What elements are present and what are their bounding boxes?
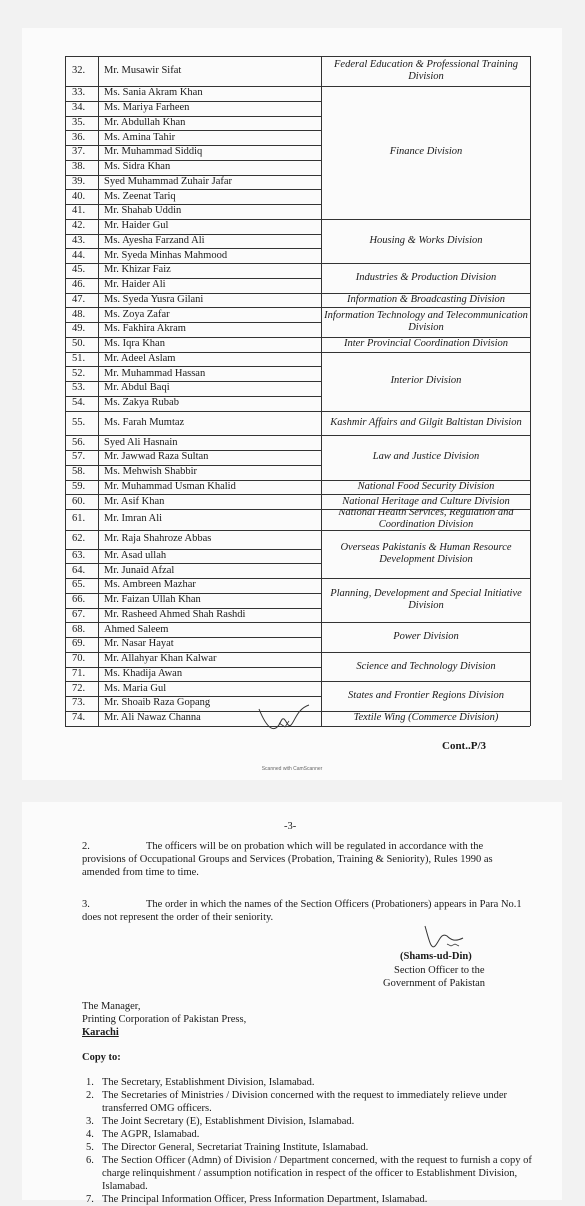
division-name: Federal Education & Professional Training Division [334, 59, 518, 82]
row-number: 72. [72, 682, 86, 694]
copy-to-item-text: The Secretary, Establishment Division, Islamabad. [102, 1077, 315, 1088]
division-name: States and Frontier Regions Division [348, 690, 504, 701]
copy-to-item [82, 1154, 532, 1193]
officer-name: Mr. Musawir Sifat [104, 65, 182, 76]
row-number: 54. [72, 397, 86, 409]
division-name: Information Technology and Telecommunication Division [324, 310, 528, 333]
officer-name: Mr. Faizan Ullah Khan [104, 594, 201, 606]
table-row-border [65, 530, 321, 531]
copy-to-heading: Copy to: [82, 1052, 121, 1063]
addressee-line-3: Karachi [82, 1027, 119, 1038]
officer-name: Ms. Mehwish Shabbir [104, 466, 198, 478]
row-number: 57. [72, 451, 86, 463]
row-number: 40. [72, 190, 86, 202]
officer-name: Ms. Ambreen Mazhar [104, 579, 196, 591]
officer-name: Mr. Haider Ali [104, 279, 166, 291]
officer-name: Ms. Amina Tahir [104, 131, 176, 143]
table-column-border [65, 56, 66, 726]
row-number: 48. [72, 308, 86, 320]
officer-name: Ms. Zakya Rubab [104, 397, 179, 409]
copy-to-item-number: 4. [86, 1129, 94, 1140]
copy-to-item-number: 5. [86, 1142, 94, 1153]
officer-name: Ms. Farah Mumtaz [104, 416, 185, 428]
division-name: Industries & Production Division [355, 271, 497, 283]
row-number: 68. [72, 623, 86, 635]
row-number: 43. [72, 234, 86, 246]
officer-name: Syed Muhammad Zuhair Jafar [104, 175, 233, 187]
officer-name: Mr. Muhammad Siddiq [104, 146, 203, 158]
copy-to-item-text: The Section Officer (Admn) of Division / Department concerned, with the request to furnish a copy of charge relinquishment / assumption notification in respect of the officer to Establishment Division, Islamabad. [102, 1155, 532, 1192]
row-number: 59. [72, 480, 86, 492]
officer-name: Mr. Asad ullah [104, 549, 167, 561]
row-number: 74. [72, 712, 86, 724]
row-number: 50. [72, 338, 86, 350]
officer-name: Mr. Khizar Faiz [104, 264, 171, 276]
officer-name: Mr. Nasar Hayat [104, 638, 174, 650]
paragraph-2-text: The officers will be on probation which will be regulated in accordance with the provisions of Occupational Groups and Services (Probation, Training & Seniority), Rules 1990 as amended from time to time. [82, 841, 493, 878]
copy-to-item-text: The Joint Secretary (E), Establishment Division, Islamabad. [102, 1116, 355, 1127]
paragraph-2 [82, 840, 522, 879]
division-name: National Health Services, Regulation and Coordination Division [338, 509, 514, 530]
officer-name: Mr. Abdul Baqi [104, 382, 170, 394]
row-number: 47. [72, 293, 86, 305]
copy-to-item-text: The Director General, Secretariat Training Institute, Islamabad. [102, 1142, 369, 1153]
row-number: 35. [72, 116, 86, 128]
signature-mark [257, 699, 312, 739]
row-number: 42. [72, 220, 86, 232]
officer-name: Ms. Zeenat Tariq [104, 190, 176, 202]
officer-name: Syed Ali Hasnain [104, 436, 178, 448]
officer-name: Ms. Maria Gul [104, 682, 167, 694]
row-number: 34. [72, 102, 86, 114]
officer-name: Mr. Abdullah Khan [104, 116, 186, 128]
row-number: 64. [72, 564, 86, 576]
row-number: 63. [72, 549, 86, 561]
row-number: 61. [72, 513, 86, 525]
copy-to-item-text: The Secretaries of Ministries / Division concerned with the request to immediately relieve under transferred OMG officers. [102, 1090, 507, 1114]
copy-to-item [82, 1115, 532, 1128]
division-name: Finance Division [389, 146, 463, 158]
division-name: National Food Security Division [357, 480, 495, 492]
page-number: -3- [284, 821, 297, 832]
row-number: 65. [72, 579, 86, 591]
copy-to-item [82, 1128, 532, 1141]
row-number: 46. [72, 279, 86, 291]
continuation-note: Cont..P/3 [442, 740, 486, 752]
scanner-watermark: Scanned with CamScanner [261, 766, 323, 772]
division-name: Planning, Development and Special Initiative Division [330, 588, 522, 612]
addressee-line-1: The Manager, [82, 1001, 141, 1012]
officer-name: Mr. Shoaib Raza Gopang [104, 697, 211, 709]
copy-to-item-text: The Principal Information Officer, Press Information Department, Islamabad. [102, 1194, 428, 1205]
row-number: 73. [72, 697, 86, 709]
officer-name: Mr. Asif Khan [104, 495, 165, 507]
officer-name: Mr. Imran Ali [104, 513, 163, 525]
officer-name: Ahmed Saleem [104, 623, 169, 635]
row-number: 39. [72, 175, 86, 187]
table-row-border [65, 411, 321, 412]
document-page-3 [22, 802, 562, 1205]
officer-name: Mr. Jawwad Raza Sultan [104, 451, 209, 463]
division-name: Science and Technology Division [356, 660, 496, 672]
officer-name: Ms. Khadija Awan [104, 667, 183, 679]
division-name: Information & Broadcasting Division [347, 293, 505, 305]
row-number: 58. [72, 466, 86, 478]
paragraph-3-text: The order in which the names of the Section Officers (Probationers) appears in Para No.1 does not represent the order of their seniority. [82, 899, 522, 923]
division-name: Law and Justice Division [372, 451, 480, 463]
row-number: 66. [72, 594, 86, 606]
row-number: 69. [72, 638, 86, 650]
row-number: 67. [72, 608, 86, 620]
officer-name: Mr. Raja Shahroze Abbas [104, 533, 212, 545]
officer-name: Ms. Zoya Zafar [104, 308, 170, 320]
officer-name: Mr. Adeel Aslam [104, 352, 176, 364]
row-number: 51. [72, 352, 86, 364]
officer-name: Ms. Fakhira Akram [104, 323, 186, 335]
row-number: 37. [72, 146, 86, 158]
row-number: 71. [72, 667, 86, 679]
row-number: 70. [72, 653, 86, 665]
officer-name: Mr. Allahyar Khan Kalwar [104, 653, 217, 665]
officer-name: Ms. Mariya Farheen [104, 102, 190, 114]
row-number: 38. [72, 161, 86, 173]
division-name: Textile Wing (Commerce Division) [353, 712, 499, 724]
row-number: 55. [72, 416, 86, 428]
table-row-border [65, 509, 321, 510]
copy-to-item-number: 7. [86, 1194, 94, 1205]
document-page-2 [22, 28, 562, 780]
addressee-line-2: Printing Corporation of Pakistan Press, [82, 1014, 247, 1025]
row-number: 49. [72, 323, 86, 335]
division-name: Housing & Works Division [369, 234, 483, 246]
officer-name: Mr. Ali Nawaz Channa [104, 712, 201, 724]
row-number: 53. [72, 382, 86, 394]
row-number: 44. [72, 249, 86, 261]
signatory-title-2: Government of Pakistan [383, 978, 486, 989]
row-number: 52. [72, 367, 86, 379]
row-number: 62. [72, 533, 86, 545]
row-number: 33. [72, 87, 86, 99]
officer-name: Mr. Muhammad Hassan [104, 367, 206, 379]
officer-name: Ms. Iqra Khan [104, 338, 165, 350]
row-number: 60. [72, 495, 86, 507]
copy-to-list [82, 1076, 532, 1206]
officers-table [65, 56, 530, 724]
officer-name: Ms. Ayesha Farzand Ali [104, 234, 205, 246]
division-name: Inter Provincial Coordination Division [343, 338, 508, 350]
officer-name: Ms. Sidra Khan [104, 161, 171, 173]
paragraph-3-number: 3. [82, 899, 90, 910]
copy-to-item-number: 6. [86, 1155, 94, 1166]
officer-name: Mr. Junaid Afzal [104, 564, 175, 576]
officer-name: Ms. Syeda Yusra Gilani [104, 293, 204, 305]
division-name: Kashmir Affairs and Gilgit Baltistan Division [330, 416, 522, 428]
row-number: 41. [72, 205, 86, 217]
copy-to-item-text: The AGPR, Islamabad. [102, 1129, 200, 1140]
officer-name: Ms. Sania Akram Khan [104, 87, 203, 99]
row-number: 56. [72, 436, 86, 448]
officer-name: Mr. Syeda Minhas Mahmood [104, 249, 228, 261]
officer-name: Mr. Muhammad Usman Khalid [104, 480, 236, 492]
paragraph-2-number: 2. [82, 841, 90, 852]
row-number: 32. [72, 65, 86, 76]
table-column-border [530, 56, 531, 726]
paragraph-3 [82, 898, 522, 924]
row-number: 45. [72, 264, 86, 276]
division-name: Power Division [393, 631, 459, 642]
division-name: National Heritage and Culture Division [342, 495, 510, 507]
division-name: Overseas Pakistanis & Human Resource Development Division [340, 541, 512, 565]
row-number: 36. [72, 131, 86, 143]
copy-to-item-number: 2. [86, 1090, 94, 1101]
officer-name: Mr. Shahab Uddin [104, 205, 182, 217]
copy-to-item-number: 1. [86, 1077, 94, 1088]
copy-to-item [82, 1089, 532, 1115]
officer-name: Mr. Haider Gul [104, 220, 169, 232]
copy-to-item [82, 1076, 532, 1089]
signatory-title-1: Section Officer to the [394, 965, 485, 976]
signatory-name: (Shams-ud-Din) [400, 951, 472, 962]
division-name: Interior Division [390, 375, 462, 386]
table-row-border [65, 56, 321, 57]
officer-name: Mr. Rasheed Ahmed Shah Rashdi [104, 608, 246, 620]
copy-to-item-number: 3. [86, 1116, 94, 1127]
copy-to-item [82, 1141, 532, 1154]
